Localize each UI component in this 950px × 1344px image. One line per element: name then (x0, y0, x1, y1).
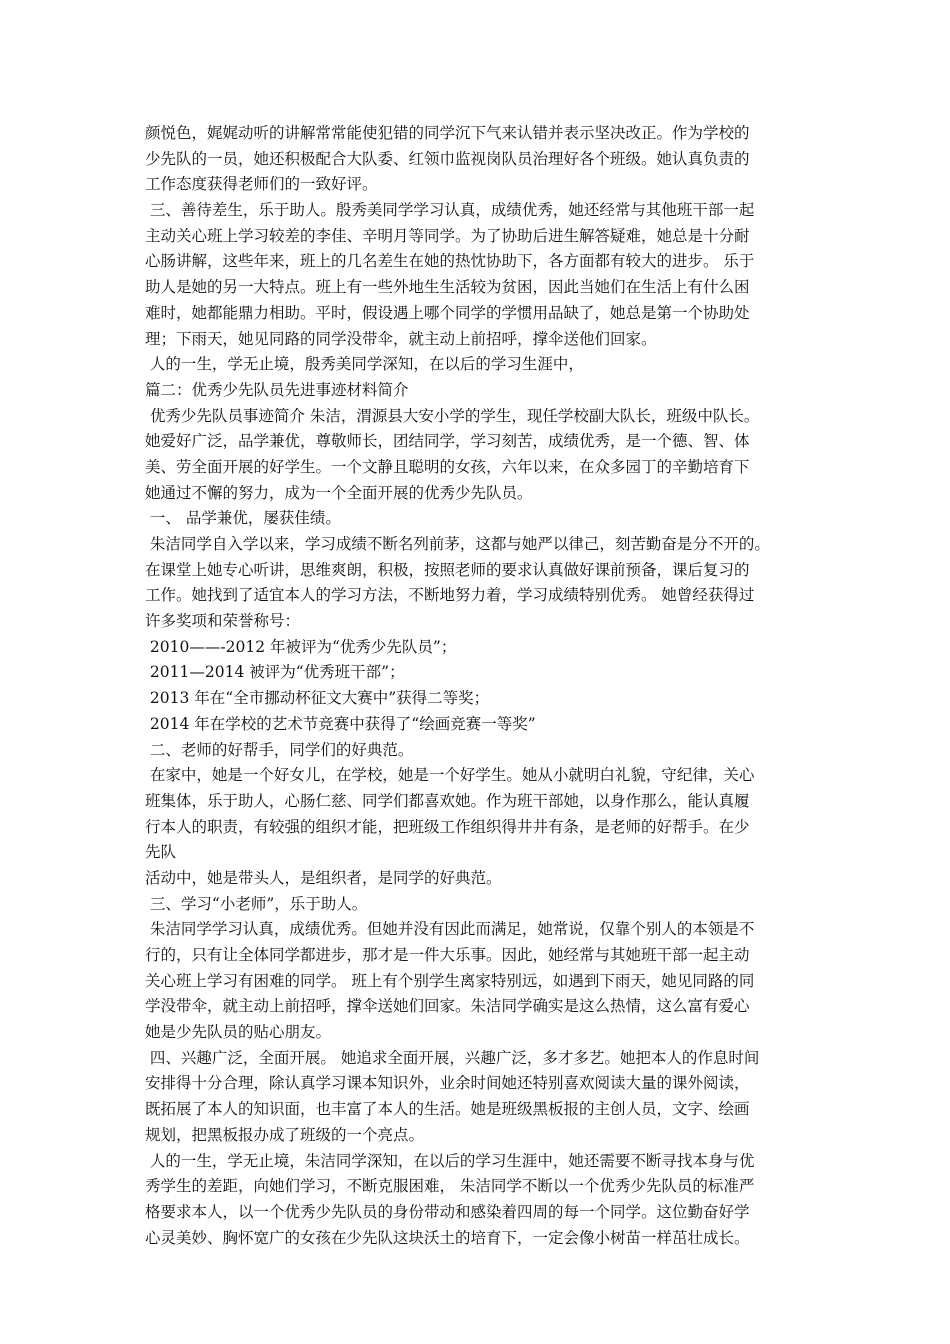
text-line: 她通过不懈的努力，成为一个全面开展的优秀少先队员。 (145, 483, 533, 502)
text-line: 安排得十分合理，除认真学习课本知识外，业余时间她还特别喜欢阅读大量的课外阅读， (145, 1074, 750, 1093)
text-line: 在课堂上她专心听讲，思维爽朗，积极，按照老师的要求认真做好课前预备，课后复习的 (145, 560, 750, 579)
text-line: 活动中，她是带头人，是组织者，是同学的好典范。 (145, 868, 502, 887)
text-line: 行本人的职责，有较强的组织才能，把班级工作组织得井井有条，是老师的好帮手。在少 (145, 817, 750, 836)
text-line: 学没带伞，就主动上前招呼，撑伞送她们回家。朱洁同学确实是这么热情，这么富有爱心 (145, 997, 750, 1016)
text-line: 既拓展了本人的知识面，也丰富了本人的生活。她是班级黑板报的主创人员，文字、绘画 (145, 1100, 750, 1119)
text-line: 朱洁同学自入学以来，学习成绩不断名列前茅，这都与她严以律己，刻苦勤奋是分不开的。 (145, 535, 770, 553)
text-line: 关心班上学习有困难的同学。 班上有个别学生离家特别远，如遇到下雨天，她见同路的同 (145, 971, 755, 990)
text-line: 规划，把黑板报办成了班级的一个亮点。 (145, 1125, 425, 1144)
text-line: 难时，她都能鼎力相助。平时，假设遇上哪个同学的学惯用品缺了，她总是第一个协助处 (145, 303, 750, 322)
text-line: 她爱好广泛，品学兼优，尊敬师长，团结同学，学习刻苦，成绩优秀，是一个德、智、体 (145, 432, 750, 451)
text-line: 先队 (145, 843, 177, 862)
text-line: 三、善待差生，乐于助人。殷秀美同学学习认真，成绩优秀，她还经常与其他班干部一起 (145, 201, 755, 220)
text-line: 在家中，她是一个好女儿，在学校，她是一个好学生。她从小就明白礼貌，守纪律，关心 (145, 766, 755, 785)
text-line: 格要求本人，以一个优秀少先队员的身份带动和感染着四周的每一个同学。这位勤奋好学 (145, 1202, 750, 1221)
text-line: 工作。她找到了适宜本人的学习方法，不断地努力着，学习成绩特别优秀。 她曾经获得过 (145, 586, 755, 605)
text-line: 班集体，乐于助人，心肠仁慈、同学们都喜欢她。作为班干部她，以身作那么，能认真履 (145, 791, 750, 810)
text-line: 心灵美妙、胸怀宽广的女孩在少先队这块沃土的培育下，一定会像小树苗一样茁壮成长。 (145, 1228, 750, 1247)
text-line: 朱洁同学学习认真，成绩优秀。但她并没有因此而满足，她常说，仅靠个别人的本领是不 (145, 920, 755, 939)
text-line: 篇二：优秀少先队员先进事迹材料简介 (145, 380, 409, 399)
text-line: 四、兴趣广泛，全面开展。 她追求全面开展，兴趣广泛，多才多艺。她把本人的作息时间 (145, 1048, 760, 1067)
text-line: 秀学生的差距，向她们学习，不断克服困难， 朱洁同学不断以一个优秀少先队员的标准严 (145, 1177, 755, 1196)
text-line: 2010——-2012 年被评为“优秀少先队员”； (145, 637, 457, 656)
text-line: 2013 年在“全市挪动杯征文大赛中”获得二等奖； (145, 689, 490, 708)
text-line: 助人是她的另一大特点。班上有一些外地生生活较为贫困，因此当她们在生活上有什么困 (145, 278, 750, 297)
text-line: 美、劳全面开展的好学生。一个文静且聪明的女孩，六年以来，在众多园丁的辛勤培育下 (145, 457, 750, 476)
text-line: 主动关心班上学习较差的李佳、辛明月等同学。为了协助后进生解答疑难，她总是十分耐 (145, 226, 750, 245)
text-line: 人的一生，学无止境，殷秀美同学深知，在以后的学习生涯中， (145, 355, 584, 374)
text-line: 一、 品学兼优，屡获佳绩。 (145, 509, 341, 528)
text-line: 工作态度获得老师们的一致好评。 (145, 175, 378, 194)
text-line: 优秀少先队员事迹简介 朱洁，渭源县大安小学的学生，现任学校副大队长，班级中队长。 (145, 406, 760, 425)
text-line: 二、老师的好帮手，同学们的好典范。 (145, 740, 414, 759)
text-line: 颜悦色，娓娓动听的讲解常常能使犯错的同学沉下气来认错并表示坚决改正。作为学校的 (145, 124, 750, 142)
text-line: 许多奖项和荣誉称号： (145, 612, 301, 631)
text-line: 少先队的一员，她还积极配合大队委、红领巾监视岗队员治理好各个班级。她认真负责的 (145, 149, 750, 168)
text-line: 2011—2014 被评为“优秀班干部”； (145, 663, 405, 682)
text-line: 理；下雨天，她见同路的同学没带伞，就主动上前招呼，撑伞送他们回家。 (145, 329, 657, 348)
text-line: 心肠讲解，这些年来，班上的几名差生在她的热忱协助下，各方面都有较大的进步。 乐于 (145, 252, 755, 271)
text-line: 2014 年在学校的艺术节竞赛中获得了“绘画竞赛一等奖” (145, 714, 536, 733)
document-body (145, 121, 815, 1251)
text-line: 三、学习“小老师”，乐于助人。 (145, 894, 368, 913)
text-line: 人的一生，学无止境，朱洁同学深知，在以后的学习生涯中，她还需要不断寻找本身与优 (145, 1151, 755, 1170)
text-line: 她是少先队员的贴心朋友。 (145, 1023, 332, 1042)
text-line: 行的，只有让全体同学都进步，那才是一件大乐事。因此，她经常与其她班干部一起主动 (145, 946, 750, 964)
